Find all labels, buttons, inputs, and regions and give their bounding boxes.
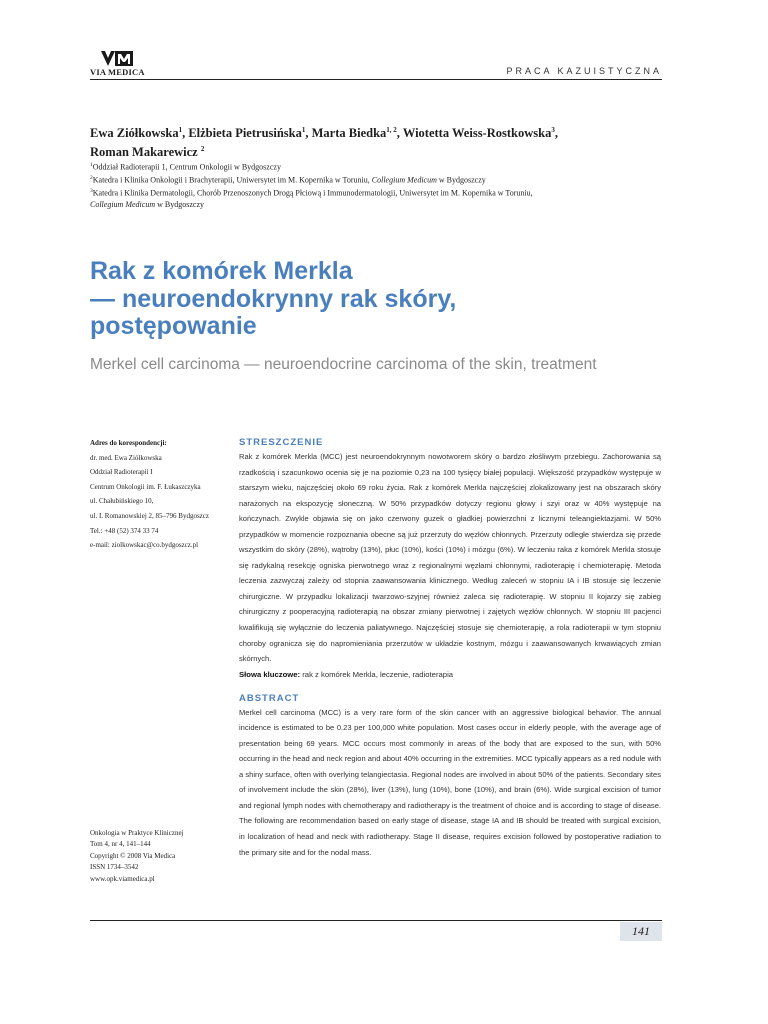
- journal-line: Tom 4, nr 4, 141–144: [90, 840, 151, 849]
- english-title: Merkel cell carcinoma — neuroendocrine carcinoma of the skin, treatment: [90, 356, 597, 373]
- author-affiliation-mark: 1: [301, 126, 306, 134]
- journal-info: [90, 828, 230, 885]
- author-name: Ewa Ziółkowska: [90, 126, 179, 141]
- footer-rule: [90, 920, 662, 921]
- journal-line: Copyright © 2008 Via Medica: [90, 851, 176, 860]
- correspondence-line: Oddział Radioterapii I: [90, 468, 153, 477]
- author-name: Marta Biedka: [311, 126, 387, 141]
- correspondence-line: Tel.: +48 (52) 374 33 74: [90, 526, 159, 535]
- affiliation-text: Katedra i Klinika Onkologii i Brachyterapii, Uniwersytet im M. Kopernika w Toruniu,: [92, 175, 372, 185]
- affiliation-number: 2: [90, 174, 93, 181]
- keywords-line: [239, 667, 661, 682]
- correspondence-heading: Adres do korespondencji:: [90, 439, 167, 447]
- abstract-heading: ABSTRACT: [239, 692, 300, 704]
- streszczenie-text: Rak z komórek Merkla (MCC) jest neuroendokrynnym nowotworem skóry o bardzo złośliwym przebiegu. Zachorowania są rzadkością i szacunkowo ocenia się je na poziomie 0,23 na 100 tysięcy białej populacji. Większość przypadków występuje w starszym wieku, najczęściej około 69 roku życia. Rak z komórek Merkla najczęściej zlokalizowany jest na obszarach skóry narażonych na ekspozycję słoneczną. W 50% przypadków dotyczy regionu głowy i szyi oraz w 40% występuje na kończynach. Zwykle objawia się on jako czerwony guzek o gładkiej powierzchni z licznymi teleangiektazjami. W 50% przypadków w momencie rozpoznania obecne są już przerzuty do węzłów chłonnych. Przerzuty odległe stwierdza się przede wszystkim do skóry (28%), wątroby (13%), płuc (10%), kości (10%) i mózgu (6%). W leczeniu raka z komórek Merkla stosuje się radykalną resekcję ogniska pierwotnego wraz z regionalnymi węzłami chłonnymi, radioterapię i chemioterapię. Metoda leczenia zazwyczaj zależy od stopnia zaawansowania klinicznego. Według zaleceń w stopniu IA i IB stosuje się leczenie chirurgiczne. W przypadku lokalizacji twarzowo-szyjnej również zaleca się radioterapię. W stopniu II kojarzy się zabieg chirurgiczny z pooperacyjną radioterapią na obszar zmiany pierwotnej i zajętych węzłów chłonnych. W stopniu III pacjenci kwalifikują się wyłącznie do leczenia paliatywnego. Najczęściej stosuje się chemioterapię, a rola radioterapii w tym stopniu choroby ogranicza się do napromieniania przerzutów w układzie kostnym, mózgu i zaawansowanych krwawiących zmian skórnych.: [239, 452, 661, 664]
- author-name: Roman Makarewicz: [90, 145, 201, 160]
- author-separator: ,: [182, 126, 189, 141]
- affiliation-tail: w Bydgoszczy: [155, 199, 204, 209]
- journal-line: Onkologia w Praktyce Klinicznej: [90, 829, 184, 837]
- affiliation-line: [90, 199, 660, 210]
- abstract-column: [239, 436, 661, 860]
- journal-line: ISSN 1734–3542: [90, 863, 139, 872]
- author-affiliation-mark: 1, 2: [386, 126, 397, 134]
- article-title: [90, 258, 670, 341]
- correspondence-address: [90, 436, 230, 553]
- keywords-text: rak z komórek Merkla, leczenie, radioterapia: [300, 669, 454, 679]
- title-line: postępowanie: [90, 312, 257, 340]
- author-line: [90, 122, 660, 141]
- title-line: Rak z komórek Merkla: [90, 257, 353, 285]
- keywords-label: Słowa kluczowe:: [239, 669, 301, 679]
- author-affiliation-mark: 3: [551, 126, 555, 134]
- via-medica-logo: [90, 50, 146, 78]
- correspondence-line: ul. Chałubińskiego 10,: [90, 497, 154, 506]
- author-separator: ,: [305, 126, 312, 141]
- author-name: Wiotetta Weiss-Rostkowska: [402, 126, 552, 141]
- affiliation-italic: Collegium Medicum: [371, 175, 437, 185]
- correspondence-line: ul. I. Romanowskiej 2, 85–796 Bydgoszcz: [90, 511, 209, 520]
- correspondence-line: dr. med. Ewa Ziółkowska: [90, 453, 162, 462]
- author-affiliation-mark: 2: [200, 145, 205, 154]
- title-line: — neuroendokrynny rak skóry,: [90, 284, 457, 313]
- affiliations: [90, 160, 660, 210]
- correspondence-email[interactable]: e-mail: ziolkowskac@co.bydgoszcz.pl: [90, 541, 199, 550]
- header-rule: [90, 79, 662, 80]
- streszczenie-heading: STRESZCZENIE: [239, 437, 324, 448]
- author-line: [90, 141, 660, 160]
- affiliation-line: [90, 186, 660, 199]
- affiliation-italic: Collegium Medicum: [90, 199, 156, 209]
- vm-logo-icon: [100, 50, 134, 68]
- affiliation-line: [90, 173, 660, 186]
- affiliation-text: Oddział Radioterapii 1, Centrum Onkologii w Bydgoszczy: [92, 162, 281, 172]
- affiliation-number: 3: [90, 187, 93, 194]
- correspondence-line: Centrum Onkologii im. F. Łukaszczyka: [90, 482, 201, 491]
- author-list: [90, 122, 660, 160]
- author-affiliation-mark: 1: [178, 126, 183, 134]
- section-label: PRACA KAZUISTYCZNA: [506, 66, 662, 76]
- affiliation-tail: w Bydgoszczy: [436, 175, 486, 185]
- author-separator: ,: [396, 126, 403, 141]
- affiliation-number: 1: [90, 162, 93, 168]
- logo-text: VIA MEDICA: [90, 67, 145, 77]
- page-number: 141: [620, 922, 662, 941]
- affiliation-text: Katedra i Klinika Dermatologii, Chorób Przenoszonych Drogą Płciową i Immunodermatologii, Uniwersytet im M. Kopernika w Toruniu,: [92, 188, 533, 198]
- abstract-text: Merkel cell carcinoma (MCC) is a very rare form of the skin cancer with an aggressive biological behavior. The annual incidence is estimated to be 0.23 per 100,000 white population. Most cases occur in elderly people, with the average age of presentation being 69 years. MCC occurs most commonly in areas of the body that are exposed to the sun, with 50% occurring in the head and neck region and about 40% occurring in the extremities. MCC typically appears as a red nodule with a shiny surface, often with overlying telangiectasia. Regional nodes are involved in about 50% of the patients. Secondary sites of involvement include the skin (28%), liver (13%), lung (10%), bone (10%), and brain (6%). Wide surgical excision of tumor and regional lymph nodes with chemotherapy and radiotherapy is the treatment of choice and is according to stage of disease. The following are recommendation based on early stage of disease, stage IA and IB should be treated with surgical excision, in localization of head and neck with radiotherapy. Stage II disease, requires excision followed by postoperative radiation to the primary site and for the nodal mass.: [239, 707, 661, 857]
- author-separator: ,: [554, 126, 558, 141]
- author-name: Elżbieta Pietrusińska: [188, 126, 302, 141]
- affiliation-line: [90, 160, 660, 173]
- journal-url[interactable]: www.opk.viamedica.pl: [90, 874, 155, 883]
